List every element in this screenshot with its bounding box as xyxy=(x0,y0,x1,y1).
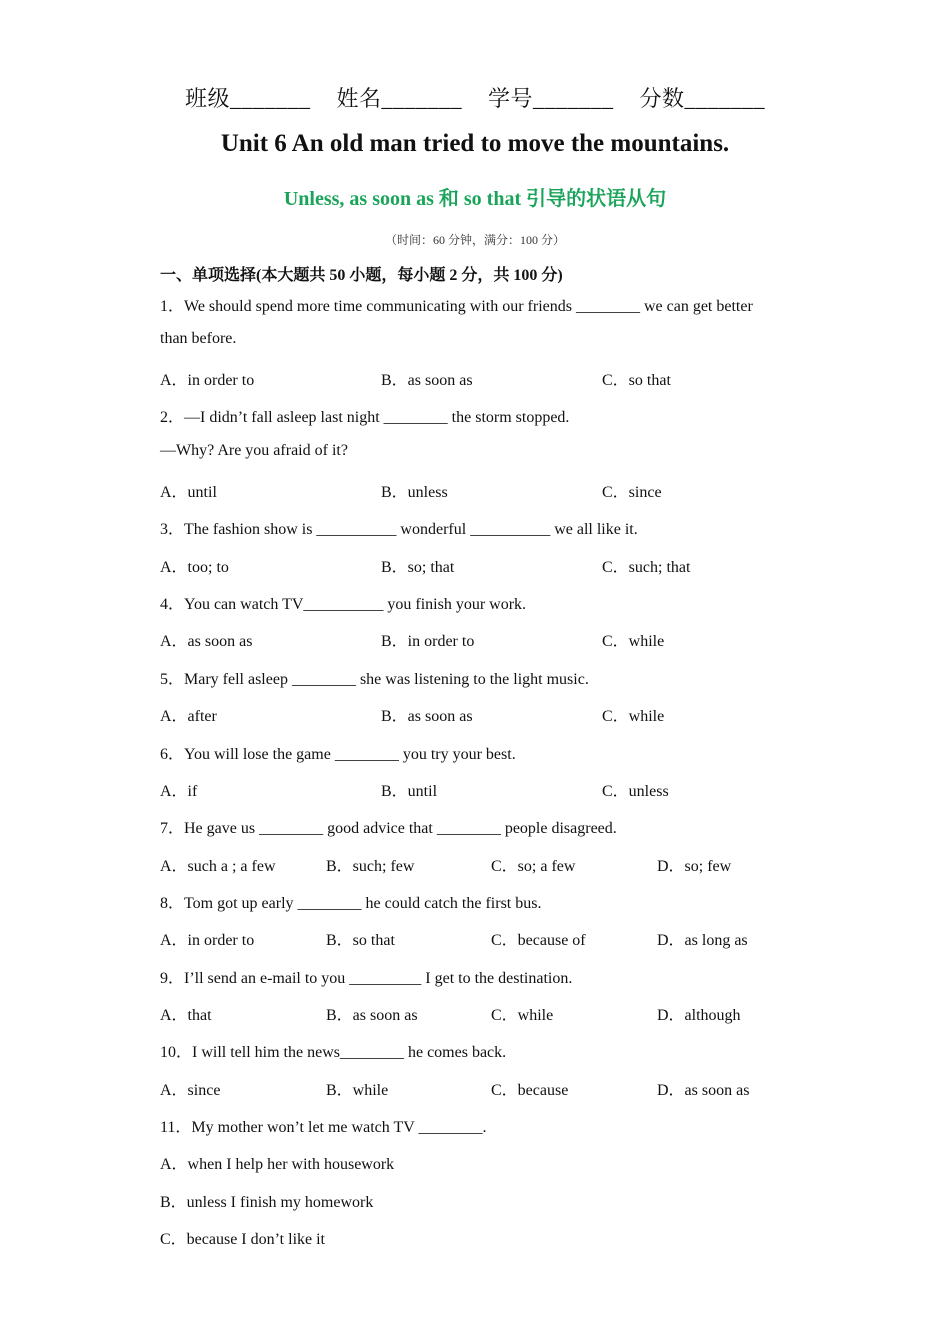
option-b: B．as soon as xyxy=(326,1007,418,1024)
option-a: A．until xyxy=(160,484,217,501)
option-c: C．since xyxy=(602,484,662,501)
option-c: C．unless xyxy=(602,783,669,800)
option-c: C．so that xyxy=(602,372,671,389)
question-stem: 4．You can watch TV__________ you finish your work. xyxy=(160,596,527,613)
option-a: A．after xyxy=(160,708,217,725)
option-a: A．since xyxy=(160,1082,221,1099)
option-c: C．while xyxy=(491,1007,554,1024)
option-d: D．as long as xyxy=(657,932,748,949)
exam-timing: （时间：60 分钟，满分：100 分） xyxy=(384,233,565,247)
name-field: 姓名_______ xyxy=(336,86,462,111)
option-c: C．because I don’t like it xyxy=(160,1231,326,1248)
question-stem: 9．I’ll send an e-mail to you _________ I get to the destination. xyxy=(160,970,573,987)
student-info-header xyxy=(0,82,950,113)
option-b: B．until xyxy=(381,783,438,800)
question-stem: 8．Tom got up early ________ he could catch the first bus. xyxy=(160,895,542,912)
option-d: D．as soon as xyxy=(657,1082,750,1099)
question-stem: 5．Mary fell asleep ________ she was listening to the light music. xyxy=(160,671,589,688)
question-stem: 7．He gave us ________ good advice that ________ people disagreed. xyxy=(160,820,617,837)
option-b: B．as soon as xyxy=(381,372,473,389)
option-a: A．in order to xyxy=(160,372,255,389)
option-a: A．that xyxy=(160,1007,212,1024)
option-b: B．so; that xyxy=(381,559,455,576)
score-field: 分数_______ xyxy=(639,86,766,111)
option-a: A．too; to xyxy=(160,559,229,576)
option-c: C．because xyxy=(491,1082,569,1099)
option-c: C．because of xyxy=(491,932,586,949)
question-stem: 2．—I didn’t fall asleep last night ________ the storm stopped. xyxy=(160,409,570,426)
page-subtitle: Unless, as soon as 和 so that 引导的状语从句 xyxy=(283,188,667,210)
question-stem: 6．You will lose the game ________ you try your best. xyxy=(160,746,516,763)
student-number-field: 学号_______ xyxy=(488,86,614,111)
class-field: 班级_______ xyxy=(184,86,311,111)
question-stem: 3．The fashion show is __________ wonderful __________ we all like it. xyxy=(160,521,638,538)
option-a: A．when I help her with housework xyxy=(160,1156,395,1173)
question-stem: 11．My mother won’t let me watch TV ________. xyxy=(160,1119,487,1136)
option-a: A．in order to xyxy=(160,932,255,949)
option-d: D．so; few xyxy=(657,858,732,875)
option-c: C．such; that xyxy=(602,559,691,576)
option-b: B．so that xyxy=(326,932,395,949)
question-stem: 1．We should spend more time communicating with our friends ________ we can get better xyxy=(160,298,753,315)
option-b: B．unless xyxy=(381,484,448,501)
option-d: D．although xyxy=(657,1007,741,1024)
question-stem: 10．I will tell him the news________ he comes back. xyxy=(160,1044,507,1061)
option-b: B．as soon as xyxy=(381,708,473,725)
option-b: B．while xyxy=(326,1082,389,1099)
page-title: Unit 6 An old man tried to move the mountains. xyxy=(220,130,730,157)
option-a: A．if xyxy=(160,783,198,800)
option-a: A．as soon as xyxy=(160,633,253,650)
option-b: B．such; few xyxy=(326,858,415,875)
option-c: C．so; a few xyxy=(491,858,576,875)
option-b: B．unless I finish my homework xyxy=(160,1194,374,1211)
option-a: A．such a ; a few xyxy=(160,858,276,875)
option-c: C．while xyxy=(602,633,665,650)
question-stem-continued: —Why? Are you afraid of it? xyxy=(160,442,348,459)
question-stem-continued: than before. xyxy=(160,330,237,347)
section-heading: 一、单项选择(本大题共 50 小题，每小题 2 分，共 100 分) xyxy=(160,267,563,284)
option-c: C．while xyxy=(602,708,665,725)
option-b: B．in order to xyxy=(381,633,475,650)
